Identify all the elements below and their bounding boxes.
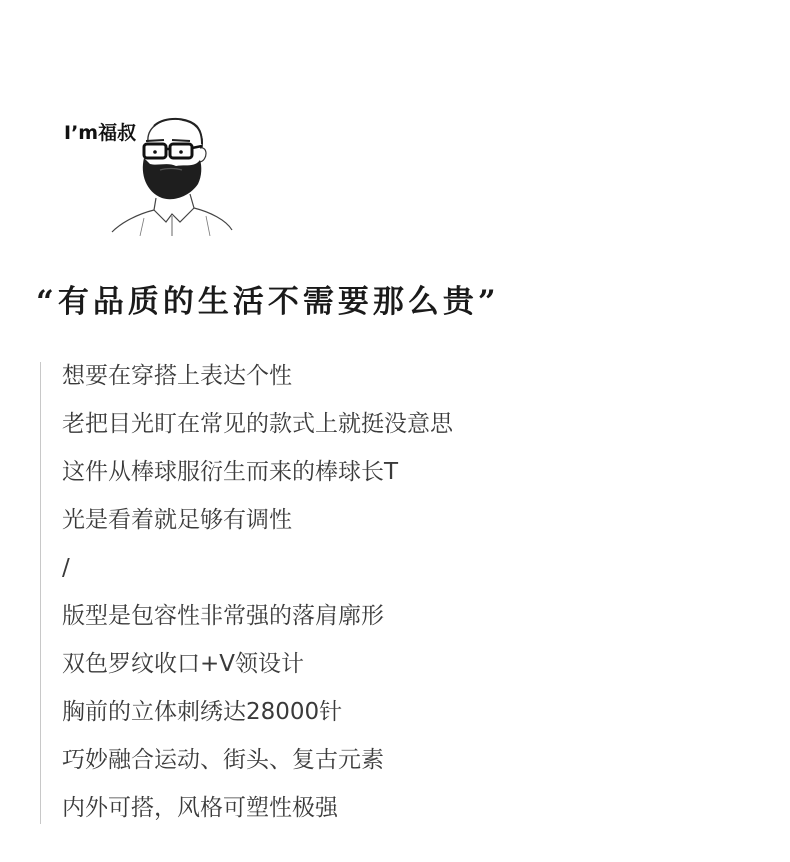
- description-line: 双色罗纹收口+V领设计: [62, 651, 305, 677]
- bearded-man-avatar: [110, 114, 240, 236]
- description-line: 胸前的立体刺绣达28000针: [62, 699, 343, 725]
- product-description: [40, 354, 740, 824]
- description-line: 光是看着就足够有调性: [62, 507, 292, 533]
- description-list: [62, 354, 453, 834]
- description-line: 老把目光盯在常见的款式上就挺没意思: [62, 411, 453, 437]
- left-divider-bar: [40, 362, 41, 824]
- description-line: 版型是包容性非常强的落肩廓形: [62, 603, 384, 629]
- description-line: 想要在穿搭上表达个性: [62, 363, 292, 389]
- brand-logo: [64, 114, 244, 238]
- description-line: 这件从棒球服衍生而来的棒球长T: [62, 459, 399, 485]
- description-line: 巧妙融合运动、街头、复古元素: [62, 747, 384, 773]
- slogan: “有品质的生活不需要那么贵”: [36, 284, 500, 320]
- description-separator: /: [62, 555, 70, 581]
- brand-name: I’m福叔: [64, 122, 137, 144]
- description-line: 内外可搭，风格可塑性极强: [62, 795, 338, 821]
